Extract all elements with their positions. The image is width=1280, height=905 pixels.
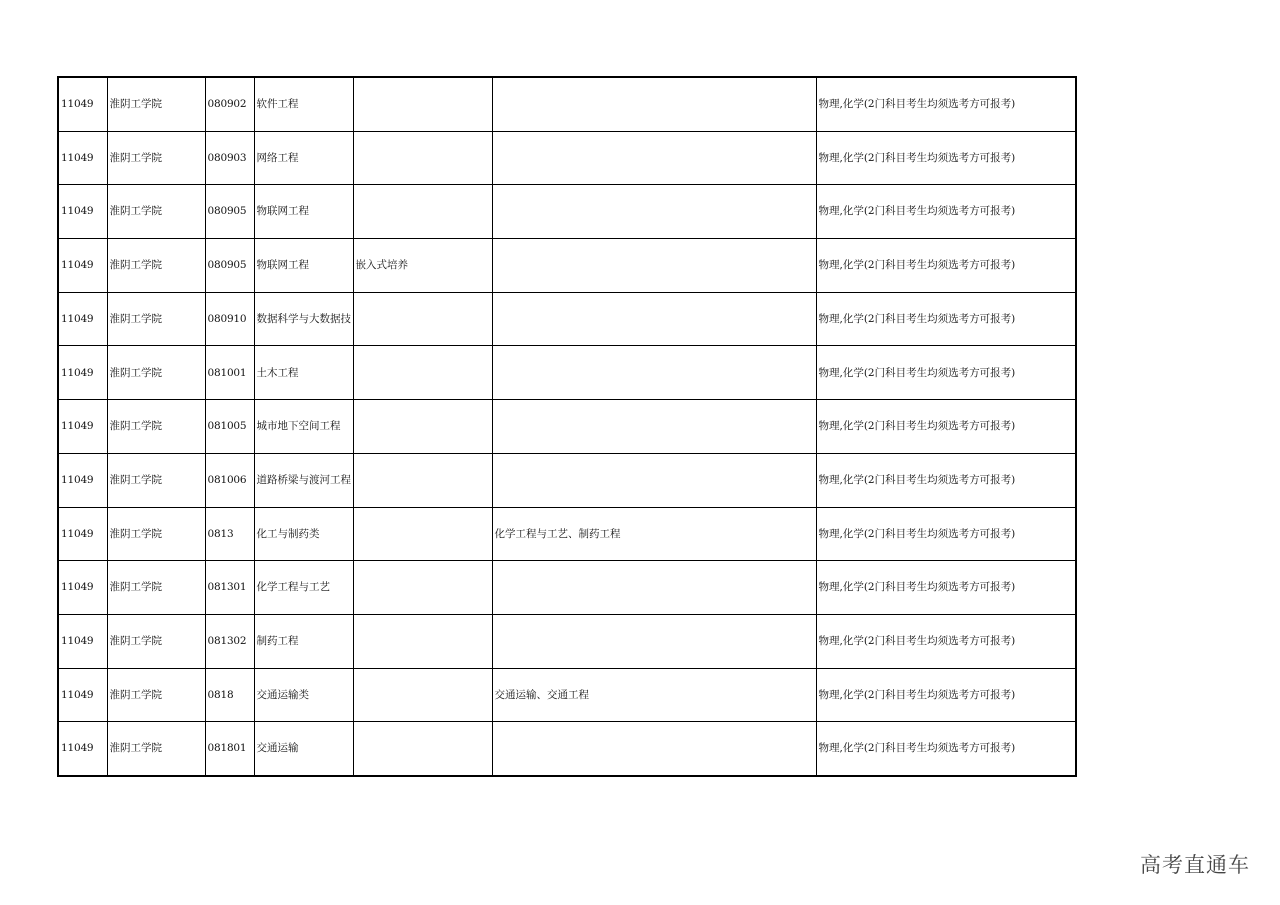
included-majors-cell [492,400,816,454]
school-code-cell: 11049 [58,507,107,561]
included-majors-cell [492,185,816,239]
included-majors-cell [492,292,816,346]
school-name-cell: 淮阴工学院 [107,507,205,561]
major-code-cell: 0813 [205,507,254,561]
subject-requirement-cell: 物理,化学(2门科目考生均须选考方可报考) [816,346,1076,400]
subject-requirement-cell: 物理,化学(2门科目考生均须选考方可报考) [816,507,1076,561]
included-majors-cell [492,453,816,507]
table-row [58,239,1076,293]
major-note-cell [353,507,492,561]
school-code-cell: 11049 [58,453,107,507]
major-note-cell [353,77,492,131]
subject-requirement-cell: 物理,化学(2门科目考生均须选考方可报考) [816,561,1076,615]
school-name-cell: 淮阴工学院 [107,614,205,668]
major-name-cell: 城市地下空间工程 [254,400,353,454]
major-note-cell [353,722,492,776]
school-code-cell: 11049 [58,346,107,400]
subject-requirement-cell: 物理,化学(2门科目考生均须选考方可报考) [816,131,1076,185]
major-note-cell [353,400,492,454]
school-code-cell: 11049 [58,239,107,293]
major-note-cell [353,453,492,507]
table-row [58,400,1076,454]
table-row [58,77,1076,131]
major-code-cell: 080905 [205,185,254,239]
subject-requirement-cell: 物理,化学(2门科目考生均须选考方可报考) [816,185,1076,239]
school-name-cell: 淮阴工学院 [107,185,205,239]
included-majors-cell: 化学工程与工艺、制药工程 [492,507,816,561]
major-name-cell: 道路桥梁与渡河工程 [254,453,353,507]
school-name-cell: 淮阴工学院 [107,561,205,615]
school-name-cell: 淮阴工学院 [107,239,205,293]
table-row [58,185,1076,239]
major-note-cell [353,614,492,668]
major-name-cell: 物联网工程 [254,239,353,293]
major-name-cell: 物联网工程 [254,185,353,239]
school-name-cell: 淮阴工学院 [107,400,205,454]
school-code-cell: 11049 [58,722,107,776]
table-row [58,668,1076,722]
subject-requirement-cell: 物理,化学(2门科目考生均须选考方可报考) [816,668,1076,722]
school-code-cell: 11049 [58,292,107,346]
school-name-cell: 淮阴工学院 [107,346,205,400]
school-name-cell: 淮阴工学院 [107,668,205,722]
included-majors-cell [492,77,816,131]
school-code-cell: 11049 [58,400,107,454]
school-code-cell: 11049 [58,77,107,131]
subject-requirement-cell: 物理,化学(2门科目考生均须选考方可报考) [816,722,1076,776]
major-code-cell: 081301 [205,561,254,615]
table-row [58,131,1076,185]
major-code-cell: 080902 [205,77,254,131]
major-name-cell: 交通运输类 [254,668,353,722]
major-name-cell: 网络工程 [254,131,353,185]
major-name-cell: 化学工程与工艺 [254,561,353,615]
included-majors-cell [492,346,816,400]
included-majors-cell [492,561,816,615]
major-code-cell: 080910 [205,292,254,346]
major-name-cell: 交通运输 [254,722,353,776]
school-name-cell: 淮阴工学院 [107,453,205,507]
major-code-cell: 081001 [205,346,254,400]
included-majors-cell [492,614,816,668]
table-row [58,614,1076,668]
subject-requirement-cell: 物理,化学(2门科目考生均须选考方可报考) [816,614,1076,668]
major-note-cell [353,346,492,400]
major-name-cell: 软件工程 [254,77,353,131]
major-name-cell: 数据科学与大数据技 [254,292,353,346]
table-row [58,561,1076,615]
included-majors-cell: 交通运输、交通工程 [492,668,816,722]
major-code-cell: 080903 [205,131,254,185]
included-majors-cell [492,722,816,776]
major-code-cell: 0818 [205,668,254,722]
major-code-cell: 081302 [205,614,254,668]
major-name-cell: 制药工程 [254,614,353,668]
admission-requirements-table [57,76,1077,777]
major-code-cell: 081005 [205,400,254,454]
school-name-cell: 淮阴工学院 [107,131,205,185]
included-majors-cell [492,239,816,293]
table-row [58,453,1076,507]
table-body [58,77,1076,776]
subject-requirement-cell: 物理,化学(2门科目考生均须选考方可报考) [816,400,1076,454]
table-row [58,292,1076,346]
school-code-cell: 11049 [58,668,107,722]
school-code-cell: 11049 [58,561,107,615]
included-majors-cell [492,131,816,185]
major-code-cell: 081006 [205,453,254,507]
school-name-cell: 淮阴工学院 [107,722,205,776]
major-name-cell: 化工与制药类 [254,507,353,561]
school-name-cell: 淮阴工学院 [107,77,205,131]
major-note-cell [353,561,492,615]
subject-requirement-cell: 物理,化学(2门科目考生均须选考方可报考) [816,453,1076,507]
major-note-cell [353,131,492,185]
table-row [58,346,1076,400]
table-row [58,507,1076,561]
school-name-cell: 淮阴工学院 [107,292,205,346]
school-code-cell: 11049 [58,131,107,185]
subject-requirement-cell: 物理,化学(2门科目考生均须选考方可报考) [816,292,1076,346]
subject-requirement-cell: 物理,化学(2门科目考生均须选考方可报考) [816,239,1076,293]
major-note-cell [353,185,492,239]
major-name-cell: 土木工程 [254,346,353,400]
major-note-cell [353,292,492,346]
subject-requirement-cell: 物理,化学(2门科目考生均须选考方可报考) [816,77,1076,131]
major-code-cell: 080905 [205,239,254,293]
major-note-cell [353,668,492,722]
school-code-cell: 11049 [58,614,107,668]
major-note-cell: 嵌入式培养 [353,239,492,293]
major-code-cell: 081801 [205,722,254,776]
watermark-text: 高考直通车 [1140,853,1250,877]
school-code-cell: 11049 [58,185,107,239]
table-row [58,722,1076,776]
